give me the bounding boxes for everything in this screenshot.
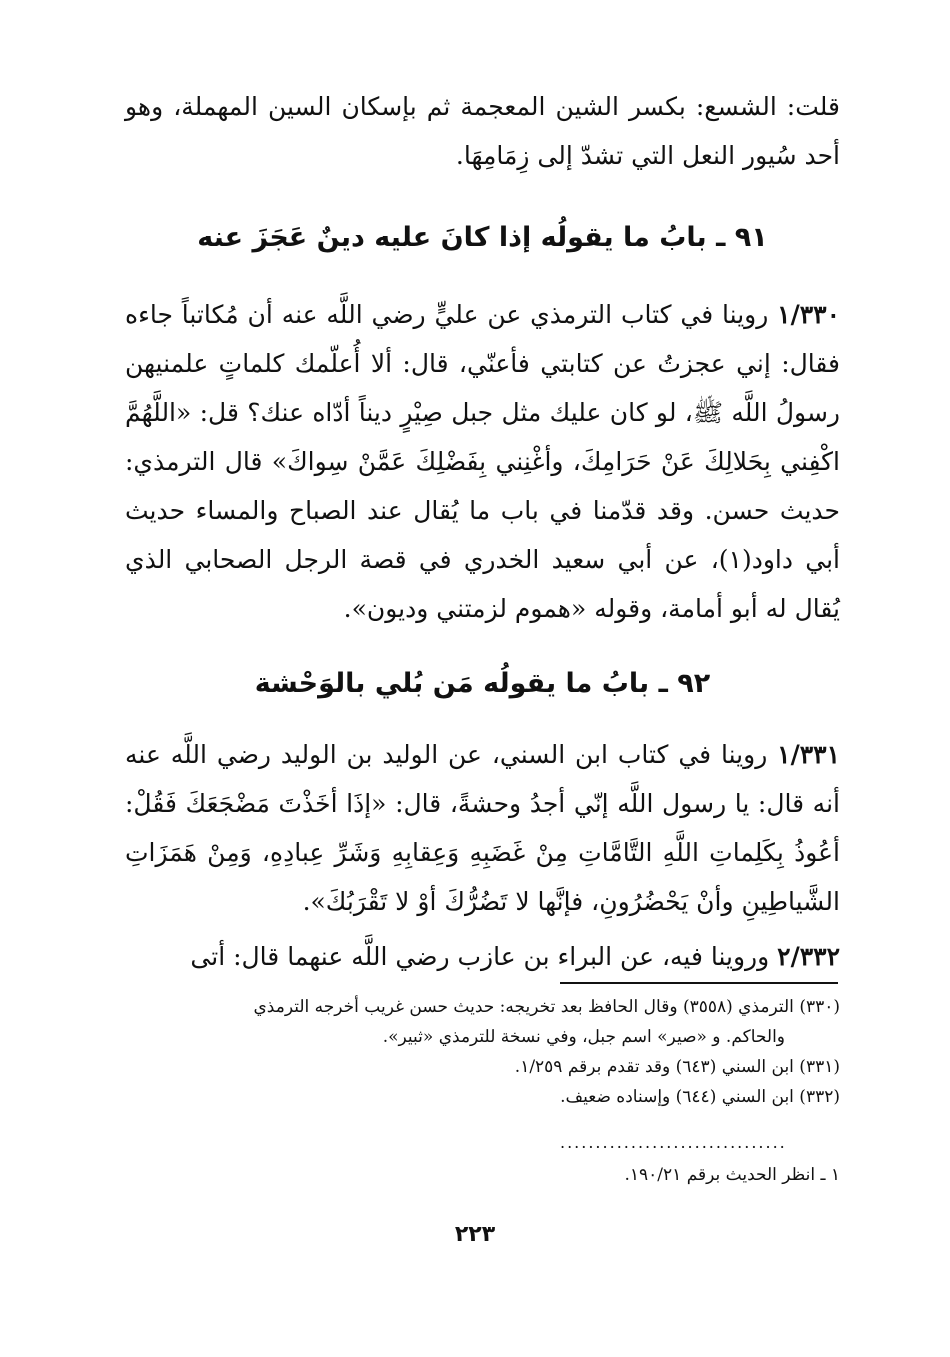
footnote-331: (٣٣١) ابن السني (٦٤٣) وقد تقدم برقم ١/٢٥٩. bbox=[514, 1057, 840, 1077]
footnote-330-line2: والحاكم. و «صير» اسم جبل، وفي نسخة للترمذي «ثبير». bbox=[382, 1027, 785, 1047]
hadith-330-paragraph bbox=[125, 290, 840, 633]
hadith-331-paragraph bbox=[125, 730, 840, 926]
hadith-331-number: ١/٣٣١ bbox=[777, 740, 840, 769]
page-number: ٢٢٣ bbox=[454, 1222, 496, 1247]
section-92-heading: ٩٢ ـ بابُ ما يقولُه مَن بُلي بالوَحْشة bbox=[254, 668, 711, 699]
hadith-332-paragraph bbox=[125, 932, 840, 981]
hadith-331-text: روينا في كتاب ابن السني، عن الوليد بن الوليد رضي اللَّه عنه أنه قال: يا رسول اللَّه إنّي أجدُ وحشةً، قال: «إذَا أخَذْتَ مَضْجَعَكَ فَقُلْ: أعُوذُ بِكَلِماتِ اللَّهِ التَّامَّاتِ مِنْ غَضَبِهِ وَعِقابِهِ وَشَرِّ عِبادِهِ، وَمِنْ هَمَزَاتِ الشَّياطِينِ وأنْ يَحْضُرُونِ، فإنَّها لا تَضُرُّكَ أوْ لا تَقْرَبُكَ». bbox=[125, 740, 840, 916]
section-91-heading: ٩١ ـ بابُ ما يقولُه إذا كانَ عليه دينٌ عَجَزَ عنه bbox=[197, 222, 768, 253]
section-91-body bbox=[125, 290, 840, 633]
footnote-separator bbox=[560, 982, 838, 984]
section-92-body bbox=[125, 730, 840, 926]
footnote-332: (٣٣٢) ابن السني (٦٤٤) وإسناده ضعيف. bbox=[560, 1087, 840, 1107]
section-92 bbox=[125, 668, 840, 699]
footnote-dotted-separator: ................................ bbox=[560, 1133, 787, 1152]
hadith-330-text: روينا في كتاب الترمذي عن عليٍّ رضي اللَّه عنه أن مُكاتباً جاءه فقال: إني عجزتُ عن كتابتي فأعنّي، قال: ألا أُعلّمك كلماتٍ علمنيهن رسولُ اللَّه ﷺ، لو كان عليك مثل جبل صِيْرٍ ديناً أدّاه عنك؟ قل: «اللَّهُمَّ اكْفِني بِحَلالِكَ عَنْ حَرَامِكَ، وأغْنِني بِفَضْلِكَ عَمَّنْ سِواكَ» قال الترمذي: حديث حسن. وقد قدّمنا في باب ما يُقال عند الصباح والمساء حديث أبي داود(١)، عن أبي سعيد الخدري في قصة الرجل الصحابي الذي يُقال له أبو أمامة، وقوله «هموم لزمتني وديون». bbox=[125, 300, 840, 623]
author-note bbox=[125, 1160, 840, 1190]
intro-text: قلت: الشسع: بكسر الشين المعجمة ثم بإسكان السين المهملة، وهو أحد سُيور النعل التي تشدّ إلى زِمَامِهَا. bbox=[125, 92, 840, 170]
hadith-330-number: ١/٣٣٠ bbox=[777, 300, 841, 329]
author-note-1: ١ ـ انظر الحديث برقم ١٩٠/٢١. bbox=[624, 1165, 840, 1185]
footnote-330-line1: (٣٣٠) الترمذي (٣٥٥٨) وقال الحافظ بعد تخريجه: حديث حسن غريب أخرجه الترمذي bbox=[253, 997, 840, 1017]
footnotes bbox=[125, 992, 840, 1112]
section-91 bbox=[125, 222, 840, 253]
intro-paragraph bbox=[125, 82, 840, 180]
hadith-332-number: ٢/٣٣٢ bbox=[777, 942, 840, 971]
hadith-332-block bbox=[125, 932, 840, 981]
hadith-332-text: وروينا فيه، عن البراء بن عازب رضي اللَّه عنهما قال: أتى bbox=[190, 942, 770, 971]
